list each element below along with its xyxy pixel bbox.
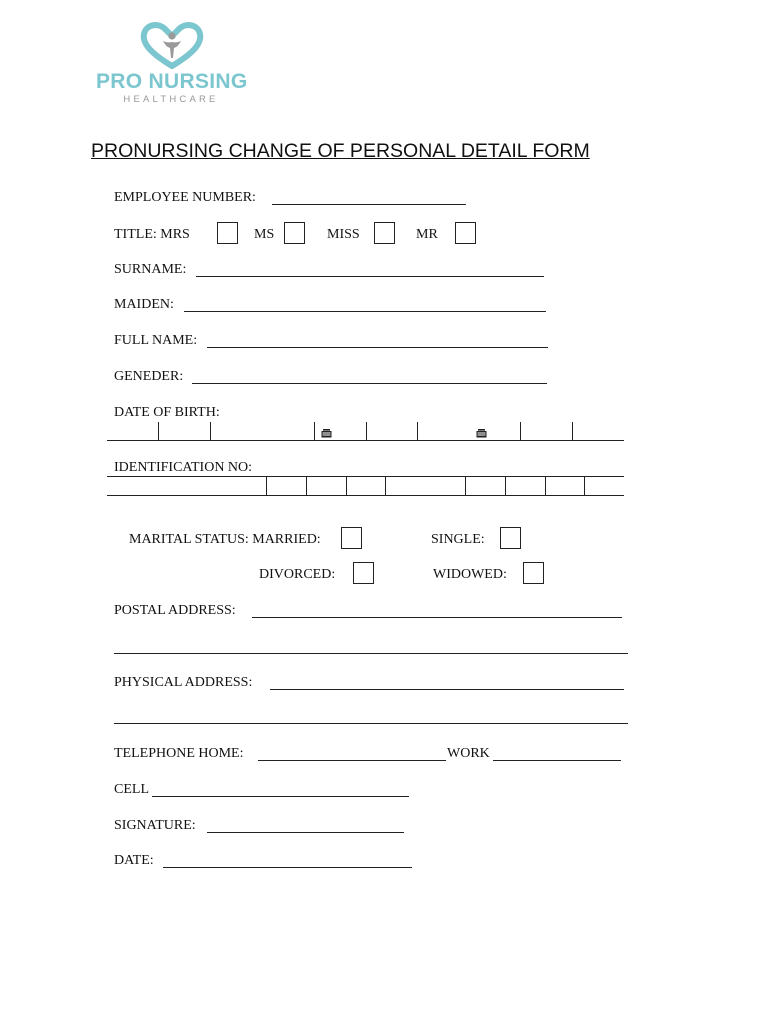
heart-logo-icon [92, 20, 252, 72]
mrs-checkbox[interactable] [217, 222, 238, 244]
postal-address-field-line2[interactable] [114, 653, 628, 654]
physical-address-field[interactable] [270, 689, 624, 690]
married-checkbox[interactable] [341, 527, 362, 549]
postal-address-field[interactable] [252, 617, 622, 618]
gender-field[interactable] [192, 383, 547, 384]
telephone-home-label: TELEPHONE HOME: [114, 746, 244, 761]
dob-divider [210, 422, 211, 440]
dob-divider [158, 422, 159, 440]
maiden-field[interactable] [184, 311, 546, 312]
company-logo [92, 20, 252, 120]
single-checkbox[interactable] [500, 527, 521, 549]
dob-divider [366, 422, 367, 440]
marital-married-label: MARITAL STATUS: MARRIED: [129, 532, 321, 547]
full-name-label: FULL NAME: [114, 333, 198, 348]
id-top-line [107, 476, 624, 477]
single-label: SINGLE: [431, 532, 485, 547]
id-divider [584, 476, 585, 495]
work-label: WORK [447, 746, 490, 761]
employee-number-field[interactable] [272, 204, 466, 205]
mr-checkbox[interactable] [455, 222, 476, 244]
form-title: PRONURSING CHANGE OF PERSONAL DETAIL FORM [91, 140, 590, 162]
title-mrs-label: TITLE: MRS [114, 227, 190, 242]
logo-name: PRO NURSING [96, 70, 248, 93]
surname-label: SURNAME: [114, 262, 187, 277]
telephone-home-field[interactable] [258, 760, 446, 761]
widowed-label: WIDOWED: [433, 567, 507, 582]
id-divider [266, 476, 267, 495]
divorced-label: DIVORCED: [259, 567, 336, 582]
logo-subtitle: HEALTHCARE [123, 94, 219, 105]
miss-label: MISS [327, 227, 360, 242]
date-field[interactable] [163, 867, 412, 868]
id-divider [306, 476, 307, 495]
full-name-field[interactable] [207, 347, 548, 348]
cell-field[interactable] [152, 796, 409, 797]
id-divider [465, 476, 466, 495]
work-phone-field[interactable] [493, 760, 621, 761]
dob-baseline [107, 440, 624, 441]
id-bottom-line [107, 495, 624, 496]
dob-divider [520, 422, 521, 440]
calendar-icon [476, 429, 487, 438]
physical-address-label: PHYSICAL ADDRESS: [114, 675, 253, 690]
maiden-label: MAIDEN: [114, 297, 174, 312]
gender-label: GENEDER: [114, 369, 184, 384]
id-divider [505, 476, 506, 495]
physical-address-field-line2[interactable] [114, 723, 628, 724]
id-divider [346, 476, 347, 495]
employee-number-label: EMPLOYEE NUMBER: [114, 190, 256, 205]
dob-divider [572, 422, 573, 440]
ms-label: MS [254, 227, 275, 242]
miss-checkbox[interactable] [374, 222, 395, 244]
surname-field[interactable] [196, 276, 544, 277]
signature-label: SIGNATURE: [114, 818, 196, 833]
postal-address-label: POSTAL ADDRESS: [114, 603, 236, 618]
date-label: DATE: [114, 853, 154, 868]
dob-divider [314, 422, 315, 440]
signature-field[interactable] [207, 832, 404, 833]
calendar-icon [321, 429, 332, 438]
ms-checkbox[interactable] [284, 222, 305, 244]
widowed-checkbox[interactable] [523, 562, 544, 584]
dob-divider [417, 422, 418, 440]
id-divider [545, 476, 546, 495]
date-of-birth-label: DATE OF BIRTH: [114, 405, 220, 420]
cell-label: CELL [114, 782, 149, 797]
mr-label: MR [416, 227, 438, 242]
divorced-checkbox[interactable] [353, 562, 374, 584]
identification-no-label: IDENTIFICATION NO: [114, 460, 253, 475]
id-divider [385, 476, 386, 495]
